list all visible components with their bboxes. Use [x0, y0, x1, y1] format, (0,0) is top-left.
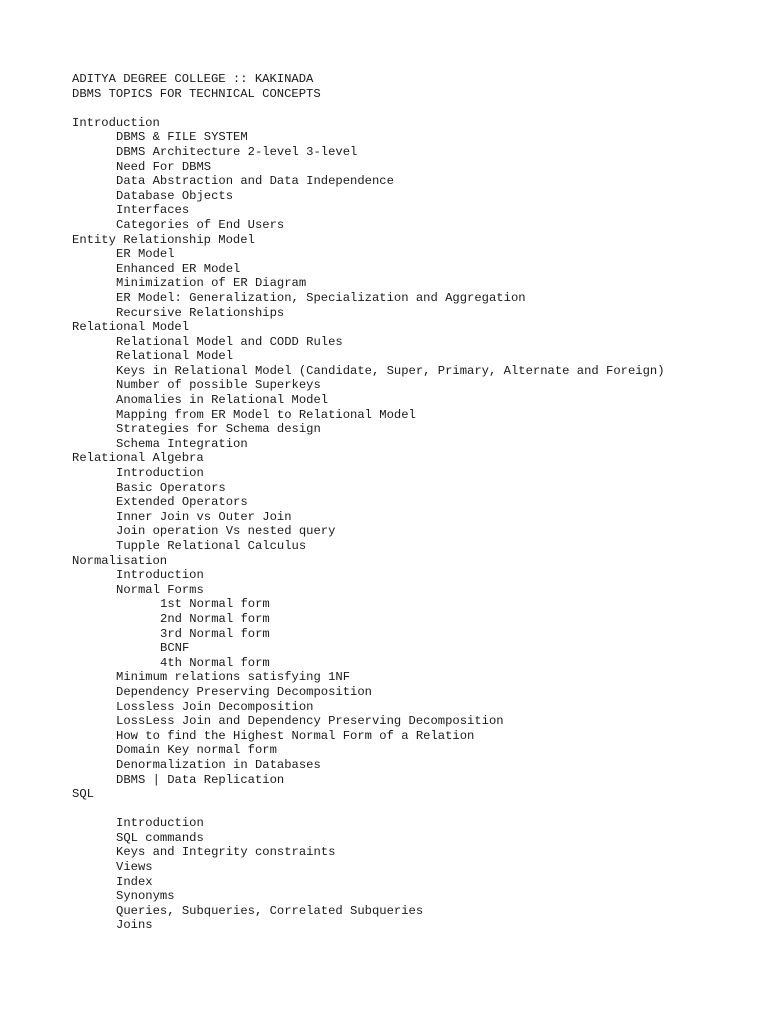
topic-item: Recursive Relationships — [116, 305, 285, 320]
spacer — [72, 802, 768, 817]
topic-item: Need For DBMS — [116, 159, 212, 174]
topic-item: Introduction — [116, 816, 204, 831]
topic-item: DBMS | Data Replication — [116, 772, 285, 787]
topic-item: Number of possible Superkeys — [116, 378, 321, 393]
topic-item: Index — [116, 874, 153, 889]
sub-topic-item: BCNF — [160, 641, 190, 656]
topic-item: Normal Forms — [116, 582, 204, 597]
document-title: DBMS TOPICS FOR TECHNICAL CONCEPTS — [72, 86, 321, 101]
topic-item: Views — [116, 860, 153, 875]
topic-item: Relational Model — [116, 349, 234, 364]
topic-item: Anomalies in Relational Model — [116, 393, 329, 408]
topic-item: SQL commands — [116, 830, 204, 845]
sub-topic-item: 2nd Normal form — [160, 611, 270, 626]
document-page — [72, 72, 768, 933]
topic-item: Relational Model and CODD Rules — [116, 334, 343, 349]
topic-item: DBMS & FILE SYSTEM — [116, 130, 248, 145]
topic-item: Keys and Integrity constraints — [116, 845, 336, 860]
section-heading: SQL — [72, 787, 94, 802]
topic-item: LossLess Join and Dependency Preserving Decomposition — [116, 714, 504, 729]
topic-item: How to find the Highest Normal Form of a Relation — [116, 728, 475, 743]
topic-item: Lossless Join Decomposition — [116, 699, 314, 714]
topic-item: Synonyms — [116, 889, 175, 904]
section-heading: Relational Model — [72, 320, 190, 335]
spacer — [72, 101, 768, 116]
topic-item: Queries, Subqueries, Correlated Subqueries — [116, 903, 424, 918]
section-heading: Introduction — [72, 115, 160, 130]
topic-item: Dependency Preserving Decomposition — [116, 684, 372, 699]
topic-item: Interfaces — [116, 203, 190, 218]
topic-item: Mapping from ER Model to Relational Model — [116, 407, 416, 422]
section-heading: Relational Algebra — [72, 451, 204, 466]
topic-item: Database Objects — [116, 188, 234, 203]
topic-item: Joins — [116, 918, 153, 933]
topic-item: ER Model — [116, 247, 175, 262]
section-heading: Normalisation — [72, 553, 168, 568]
topic-item: Enhanced ER Model — [116, 261, 241, 276]
topic-item: Join operation Vs nested query — [116, 524, 336, 539]
topic-item: Minimization of ER Diagram — [116, 276, 307, 291]
section-heading: Entity Relationship Model — [72, 232, 255, 247]
topic-item: DBMS Architecture 2-level 3-level — [116, 144, 358, 159]
topic-item: Data Abstraction and Data Independence — [116, 174, 394, 189]
topic-item: Keys in Relational Model (Candidate, Super, Primary, Alternate and Foreign) — [116, 363, 665, 378]
sub-topic-item: 1st Normal form — [160, 597, 270, 612]
sub-topic-item: 3rd Normal form — [160, 626, 270, 641]
sub-topic-item: 4th Normal form — [160, 655, 270, 670]
topic-item: Introduction — [116, 568, 204, 583]
college-name: ADITYA DEGREE COLLEGE :: KAKINADA — [72, 72, 314, 86]
topic-item: Schema Integration — [116, 436, 248, 451]
topic-item: Inner Join vs Outer Join — [116, 509, 292, 524]
topic-item: Categories of End Users — [116, 217, 285, 232]
topic-item: Introduction — [116, 466, 204, 481]
topic-item: Denormalization in Databases — [116, 757, 321, 772]
topic-item: Tupple Relational Calculus — [116, 539, 307, 553]
topic-item: Minimum relations satisfying 1NF — [116, 670, 351, 685]
topic-item: Domain Key normal form — [116, 743, 277, 758]
topic-item: ER Model: Generalization, Specialization and Aggregation — [116, 290, 526, 305]
topic-item: Extended Operators — [116, 495, 248, 510]
topic-item: Strategies for Schema design — [116, 422, 321, 437]
topic-item: Basic Operators — [116, 480, 226, 495]
